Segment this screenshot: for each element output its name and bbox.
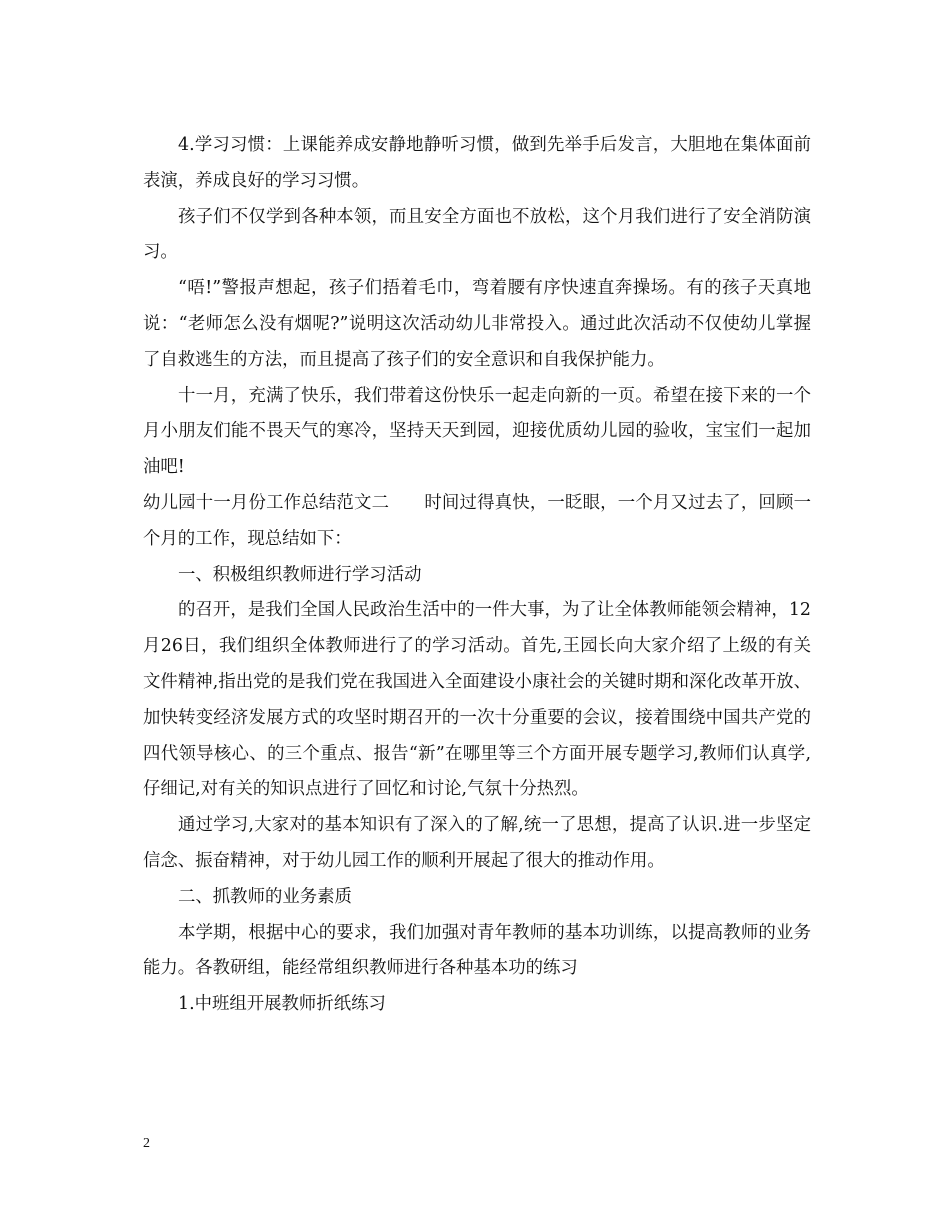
paragraph-study-result: 通过学习,大家对的基本知识有了深入的了解,统一了思想，提高了认识.进一步坚定信念、振奋精神，对于幼儿园工作的顺利开展起了很大的推动作用。 <box>143 815 811 871</box>
paragraph-safety-drill: 孩子们不仅学到各种本领，而且安全方面也不放松，这个月我们进行了安全消防演习。 <box>143 206 811 263</box>
paragraph-alarm: “唔!”警报声想起，孩子们捂着毛巾，弯着腰有序快速直奔操场。有的孩子天真地说：“老师怎么没有烟呢?”说明这次活动幼儿非常投入。通过此次活动不仅使幼儿掌握了自救逃生的方法，而且提高了孩子们的安全意识和自我保护能力。 <box>143 278 811 370</box>
paragraph-paper-folding: 1.中班组开展教师折纸练习 <box>178 994 386 1015</box>
paragraph-study-habits: 4.学习习惯：上课能养成安静地静听习惯，做到先举手后发言，大胆地在集体面前表演，养成良好的学习习惯。 <box>143 135 811 191</box>
section-heading-two: 二、抓教师的业务素质 <box>178 886 352 907</box>
page-number: 2 <box>143 1136 150 1151</box>
paragraph-summary-title: 幼儿园十一月份工作总结范文二 时间过得真快，一眨眼，一个月又过去了，回顾一个月的工作，现总结如下： <box>143 492 811 549</box>
paragraph-teacher-training: 本学期，根据中心的要求，我们加强对青年教师的基本功训练，以提高教师的业务能力。各教研组，能经常组织教师进行各种基本功的练习 <box>143 922 811 979</box>
document-body <box>143 128 811 1023</box>
paragraph-november: 十一月，充满了快乐，我们带着这份快乐一起走向新的一页。希望在接下来的一个月小朋友们能不畏天气的寒冷，坚持天天到园，迎接优质幼儿园的验收，宝宝们一起加油吧! <box>143 385 811 478</box>
section-heading-one: 一、积极组织教师进行学习活动 <box>178 564 422 585</box>
paragraph-study-activity: 的召开，是我们全国人民政治生活中的一件大事，为了让全体教师能领会精神，12月26日，我们组织全体教师进行了的学习活动。首先,王园长向大家介绍了上级的有关文件精神,指出党的是我们党在我国进入全面建设小康社会的关键时期和深化改革开放、加快转变经济发展方式的攻坚时期召开的一次十分重要的会议，接着围绕中国共产党的四代领导核心、的三个重点、报告“新”在哪里等三个方面开展专题学习,教师们认真学,仔细记,对有关的知识点进行了回忆和讨论,气氛十分热烈。 <box>143 600 811 800</box>
